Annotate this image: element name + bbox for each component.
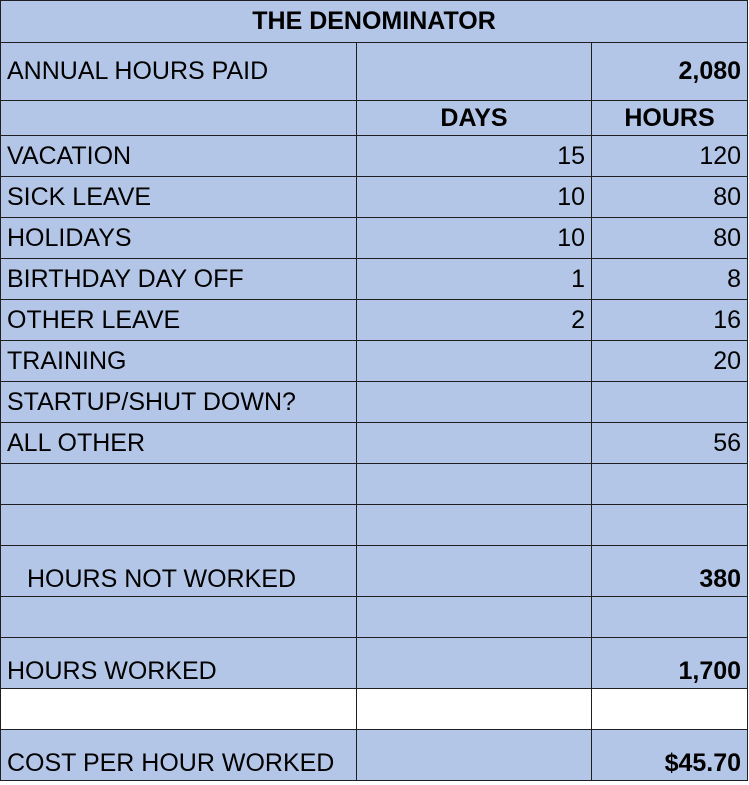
- row-days: 2: [357, 300, 592, 341]
- row-label: VACATION: [1, 136, 357, 177]
- row-hours: 80: [592, 177, 748, 218]
- row-label: STARTUP/SHUT DOWN?: [1, 382, 357, 423]
- row-days: [357, 423, 592, 464]
- row-days: 15: [357, 136, 592, 177]
- empty-cell: [357, 597, 592, 638]
- empty-cell: [357, 638, 592, 689]
- table-row: [1, 300, 748, 341]
- cost-per-hour-row: [1, 730, 748, 781]
- row-days: [357, 341, 592, 382]
- annual-hours-value: 2,080: [592, 43, 748, 101]
- empty-cell: [357, 689, 592, 730]
- row-hours: 16: [592, 300, 748, 341]
- hours-column-header: HOURS: [592, 101, 748, 136]
- empty-cell: [1, 101, 357, 136]
- row-hours: [592, 382, 748, 423]
- row-days: 1: [357, 259, 592, 300]
- empty-cell: [1, 689, 357, 730]
- table-row: [1, 177, 748, 218]
- hours-worked-value: 1,700: [592, 638, 748, 689]
- hours-worked-row: [1, 638, 748, 689]
- row-hours: 8: [592, 259, 748, 300]
- table-row: [1, 259, 748, 300]
- empty-cell: [357, 464, 592, 505]
- annual-hours-label: ANNUAL HOURS PAID: [1, 43, 357, 101]
- table-row: [1, 341, 748, 382]
- row-label: SICK LEAVE: [1, 177, 357, 218]
- table-row: [1, 382, 748, 423]
- empty-cell: [1, 464, 357, 505]
- row-days: [357, 382, 592, 423]
- table-row: [1, 136, 748, 177]
- empty-cell: [357, 546, 592, 597]
- empty-cell: [357, 505, 592, 546]
- empty-cell: [592, 689, 748, 730]
- row-days: 10: [357, 218, 592, 259]
- hours-not-worked-value: 380: [592, 546, 748, 597]
- row-hours: 20: [592, 341, 748, 382]
- days-column-header: DAYS: [357, 101, 592, 136]
- annual-hours-row: [1, 43, 748, 101]
- empty-row: [1, 464, 748, 505]
- cost-per-hour-value: $45.70: [592, 730, 748, 781]
- row-label: HOLIDAYS: [1, 218, 357, 259]
- empty-row: [1, 689, 748, 730]
- row-label: ALL OTHER: [1, 423, 357, 464]
- row-days: 10: [357, 177, 592, 218]
- table-row: [1, 218, 748, 259]
- empty-cell: [1, 597, 357, 638]
- empty-cell: [592, 597, 748, 638]
- title-row: [1, 1, 748, 43]
- row-hours: 56: [592, 423, 748, 464]
- empty-row: [1, 597, 748, 638]
- hours-not-worked-row: [1, 546, 748, 597]
- cost-per-hour-label: COST PER HOUR WORKED: [1, 730, 357, 781]
- row-hours: 80: [592, 218, 748, 259]
- hours-worked-label: HOURS WORKED: [1, 638, 357, 689]
- empty-cell: [1, 505, 357, 546]
- empty-cell: [357, 730, 592, 781]
- empty-row: [1, 505, 748, 546]
- table-row: [1, 423, 748, 464]
- row-label: BIRTHDAY DAY OFF: [1, 259, 357, 300]
- hours-not-worked-label: HOURS NOT WORKED: [1, 546, 357, 597]
- table-title: THE DENOMINATOR: [1, 1, 748, 43]
- row-hours: 120: [592, 136, 748, 177]
- empty-cell: [592, 464, 748, 505]
- row-label: TRAINING: [1, 341, 357, 382]
- row-label: OTHER LEAVE: [1, 300, 357, 341]
- column-header-row: [1, 101, 748, 136]
- empty-cell: [357, 43, 592, 101]
- empty-cell: [592, 505, 748, 546]
